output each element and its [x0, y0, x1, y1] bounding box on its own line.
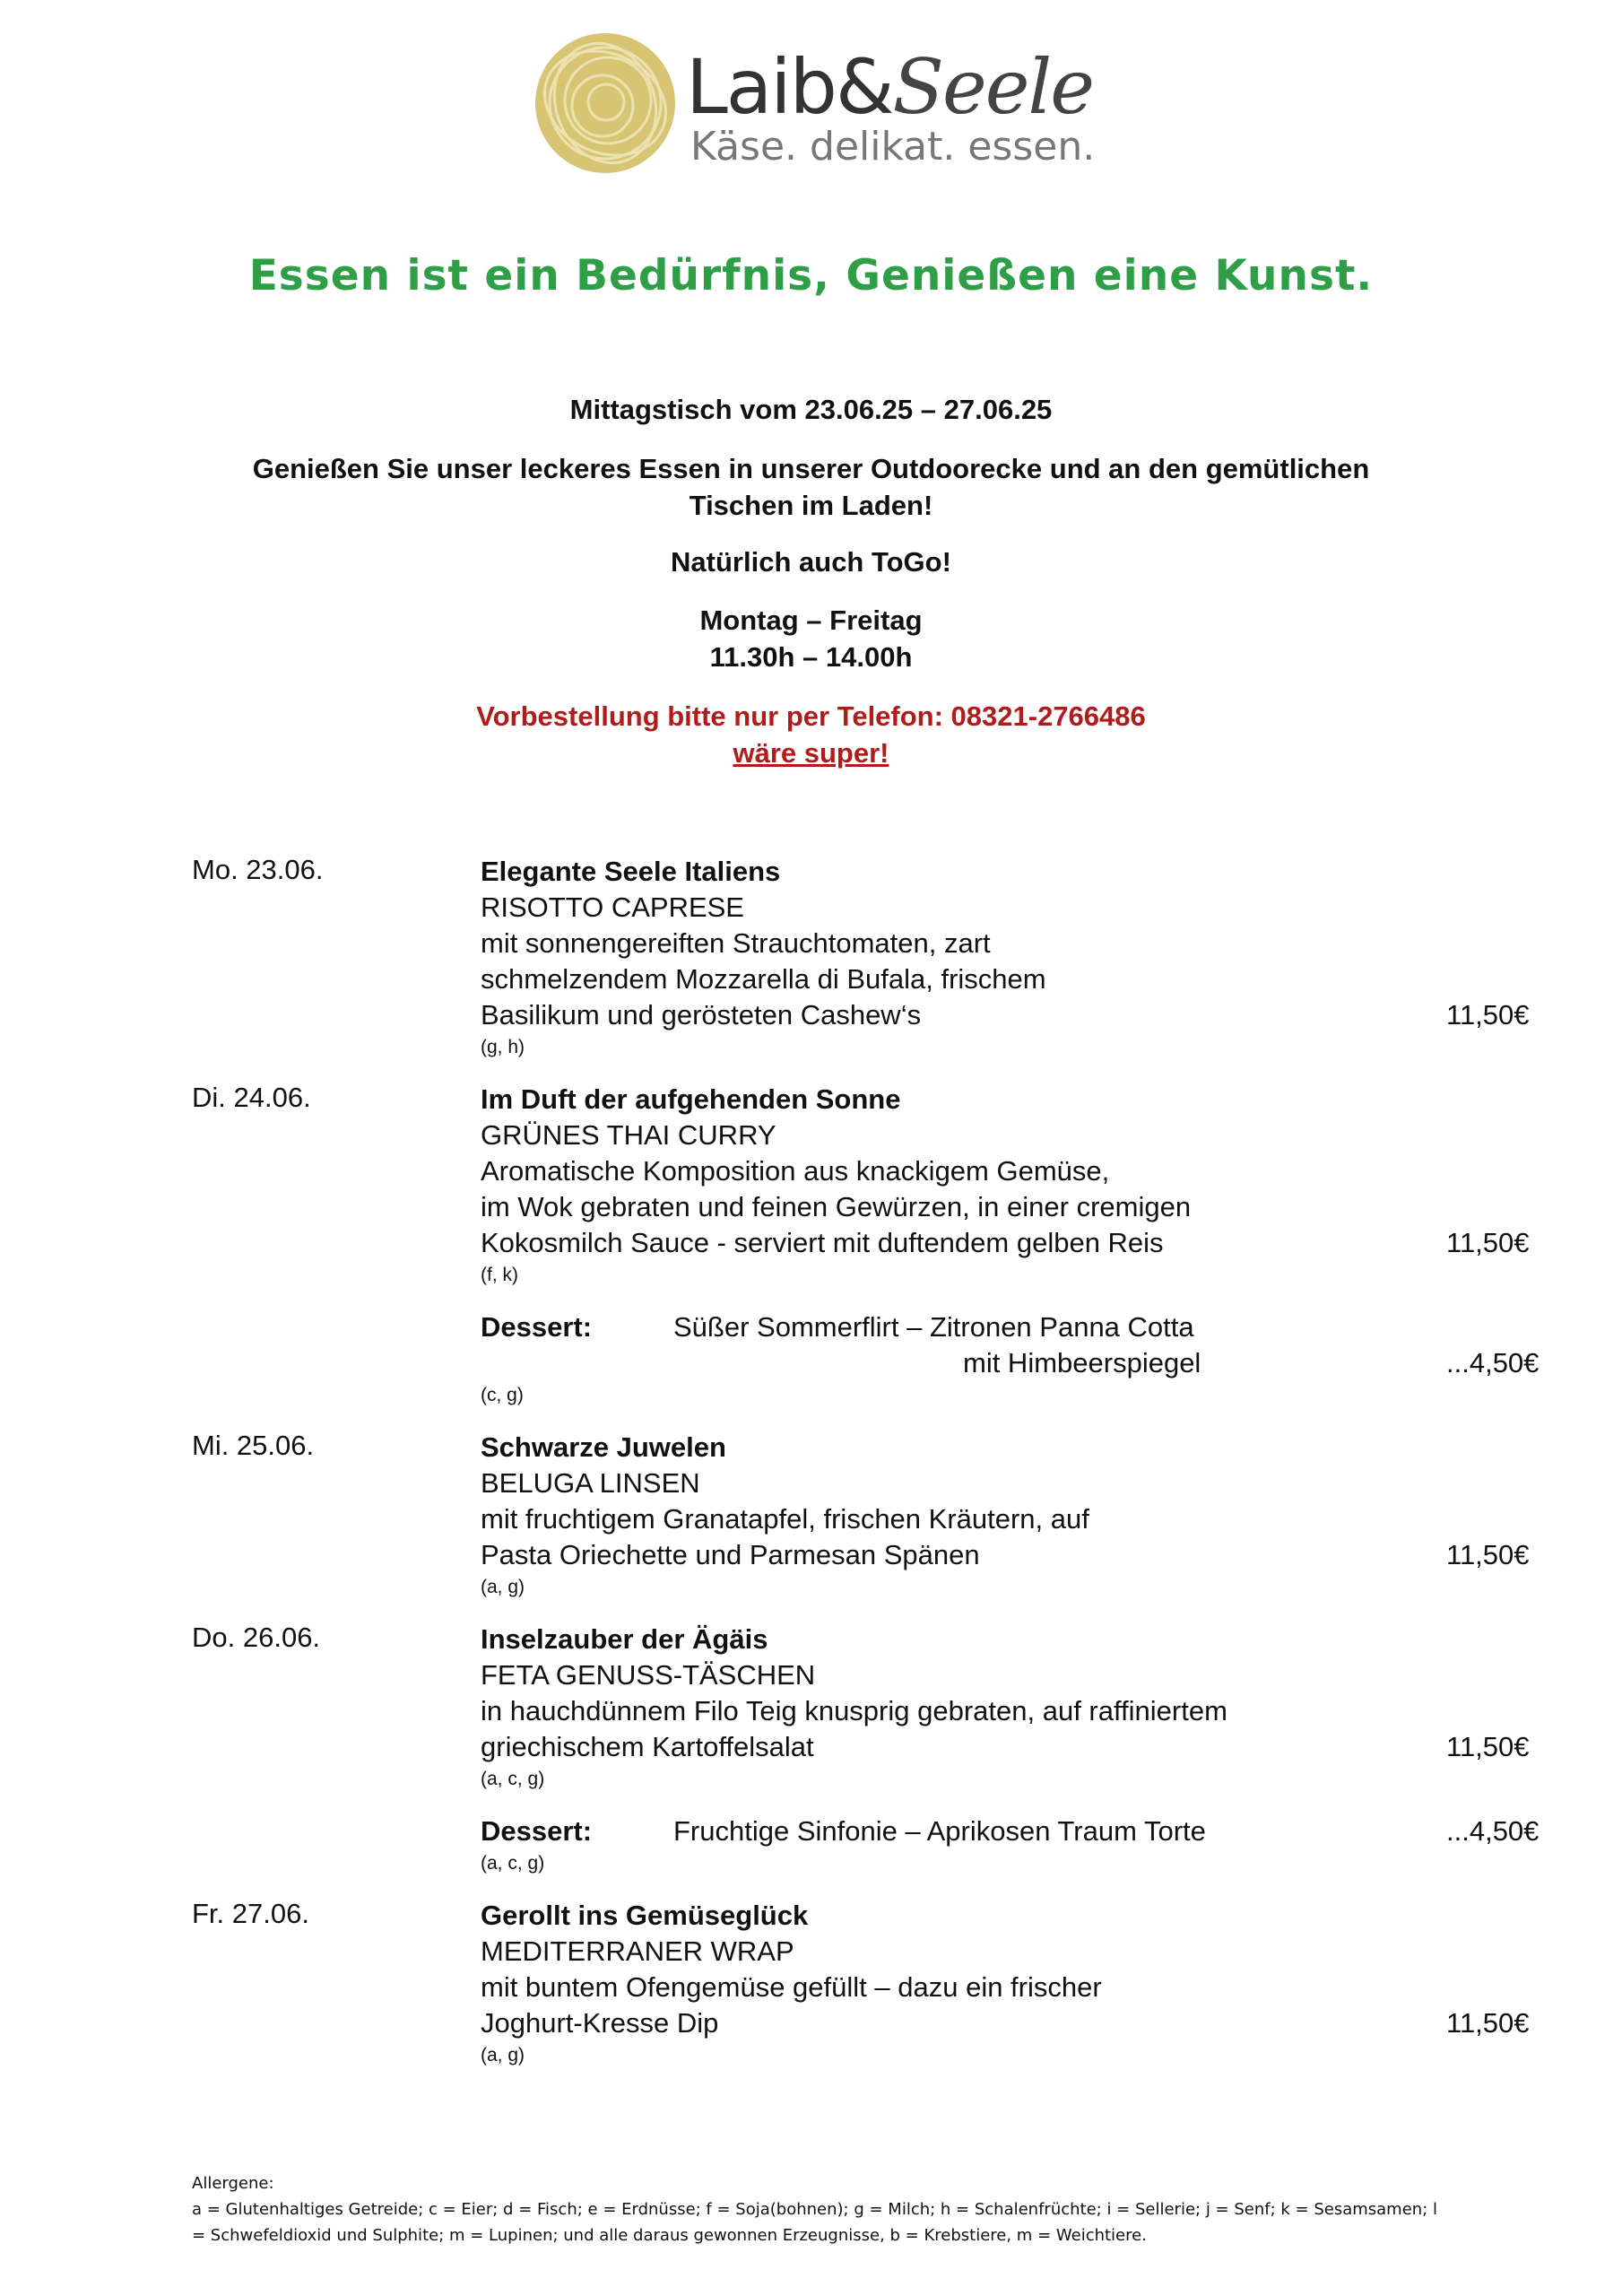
dessert-name: Fruchtige Sinfonie – Aprikosen Traum Torte: [673, 1815, 1206, 1847]
allergen-legend: [192, 2170, 1519, 2248]
dish-desc: mit fruchtigem Granatapfel, frischen Kräutern, auf: [481, 1503, 1089, 1535]
logo: [529, 27, 1103, 179]
dessert: [481, 1813, 1555, 1878]
dish-price: 11,50€: [1446, 1539, 1530, 1570]
page-title: Mittagstisch vom 23.06.25 – 27.06.25: [569, 394, 1053, 425]
dish-desc: Basilikum und gerösteten Cashew‘s: [481, 999, 922, 1031]
dish-price: 11,50€: [1446, 1731, 1530, 1762]
menu-day: [192, 1622, 1555, 1878]
intro-text: Genießen Sie unser leckeres Essen in unserer Outdoorecke und an den gemütlichen Tischen im Laden!: [252, 453, 1370, 521]
menu-day: [192, 1082, 1555, 1410]
dish: [481, 1430, 1555, 1602]
dessert: [481, 1309, 1555, 1410]
allergen-line: a = Glutenhaltiges Getreide; c = Eier; d = Fisch; e = Erdnüsse; f = Soja(bohnen); g = Milch; h = Schalenfrüchte; i = Sellerie; j = Senf; k = Sesamsamen; l: [192, 2200, 1437, 2219]
day-label: Mo. 23.06.: [192, 854, 324, 885]
dessert-price: ...4,50€: [1446, 1347, 1540, 1378]
preorder-note: Vorbestellung bitte nur per Telefon: 08321-2766486 wäre super!: [476, 700, 1146, 769]
dish: [481, 1898, 1555, 2070]
dessert-allergens: (a, c, g): [481, 1853, 545, 1874]
dish-name: RISOTTO CAPRESE: [481, 891, 744, 923]
day-label: Di. 24.06.: [192, 1082, 311, 1113]
opening-hours: Montag – Freitag 11.30h – 14.00h: [699, 604, 923, 673]
dish-desc: in hauchdünnem Filo Teig knusprig gebraten, auf raffiniertem: [481, 1695, 1227, 1726]
dish-name: BELUGA LINSEN: [481, 1467, 700, 1499]
dish-desc: Aromatische Komposition aus knackigem Gemüse,: [481, 1155, 1110, 1187]
dish-allergens: (a, g): [481, 1577, 525, 1597]
dish-title: Im Duft der aufgehenden Sonne: [481, 1083, 901, 1115]
dish-desc: griechischem Kartoffelsalat: [481, 1731, 814, 1762]
dessert-desc: mit Himbeerspiegel: [963, 1347, 1201, 1378]
dish-desc: schmelzendem Mozzarella di Bufala, frischem: [481, 963, 1046, 995]
day-label: Fr. 27.06.: [192, 1898, 309, 1929]
dish-title: Gerollt ins Gemüseglück: [481, 1900, 809, 1931]
dish-price: 11,50€: [1446, 2007, 1530, 2039]
dish-desc: Kokosmilch Sauce - serviert mit duftendem gelben Reis: [481, 1227, 1164, 1258]
dessert-price: ...4,50€: [1446, 1815, 1540, 1847]
dessert-label: Dessert:: [481, 1311, 593, 1343]
menu-day: [192, 1430, 1555, 1602]
dish-desc: Pasta Oriechette und Parmesan Spänen: [481, 1539, 980, 1570]
allergen-heading: Allergene:: [192, 2174, 274, 2193]
dish: [481, 1622, 1555, 1794]
dish-desc: im Wok gebraten und feinen Gewürzen, in einer cremigen: [481, 1191, 1192, 1222]
menu-list: [192, 854, 1555, 2070]
dish-allergens: (a, c, g): [481, 1769, 545, 1789]
dish-desc: mit buntem Ofengemüse gefüllt – dazu ein frischer: [481, 1971, 1102, 2003]
dish-title: Elegante Seele Italiens: [481, 856, 781, 887]
dish-desc: mit sonnengereiften Strauchtomaten, zart: [481, 927, 991, 959]
dish-name: GRÜNES THAI CURRY: [481, 1119, 776, 1151]
dish-title: Schwarze Juwelen: [481, 1431, 726, 1463]
logo-tagline: Käse. delikat. essen.: [690, 124, 1096, 170]
dish-desc: Joghurt-Kresse Dip: [481, 2007, 719, 2039]
dish-name: FETA GENUSS-TÄSCHEN: [481, 1659, 816, 1691]
dish: [481, 1082, 1555, 1290]
togo-note: Natürlich auch ToGo!: [671, 546, 951, 578]
allergen-line: = Schwefeldioxid und Sulphite; m = Lupinen; und alle daraus gewonnen Erzeugnisse, b = Krebstiere, m = Weichtiere.: [192, 2226, 1147, 2245]
dish: [481, 854, 1555, 1062]
menu-day: [192, 1898, 1555, 2070]
dessert-name: Süßer Sommerflirt – Zitronen Panna Cotta: [673, 1311, 1194, 1343]
dish-price: 11,50€: [1446, 1227, 1530, 1258]
day-label: Mi. 25.06.: [192, 1430, 315, 1461]
logo-circle-icon: [529, 27, 681, 179]
dish-allergens: (a, g): [481, 2045, 525, 2066]
menu-day: [192, 854, 1555, 1062]
dish-price: 11,50€: [1446, 999, 1530, 1031]
dessert-allergens: (c, g): [481, 1385, 524, 1405]
dessert-label: Dessert:: [481, 1815, 593, 1847]
dish-allergens: (f, k): [481, 1265, 518, 1285]
logo-wordmark: Laib&Seele: [686, 43, 1093, 131]
dish-name: MEDITERRANER WRAP: [481, 1935, 794, 1967]
day-label: Do. 26.06.: [192, 1622, 321, 1653]
dish-allergens: (g, h): [481, 1037, 525, 1057]
motto: Essen ist ein Bedürfnis, Genießen eine Kunst.: [248, 251, 1374, 300]
dish-title: Inselzauber der Ägäis: [481, 1623, 768, 1655]
